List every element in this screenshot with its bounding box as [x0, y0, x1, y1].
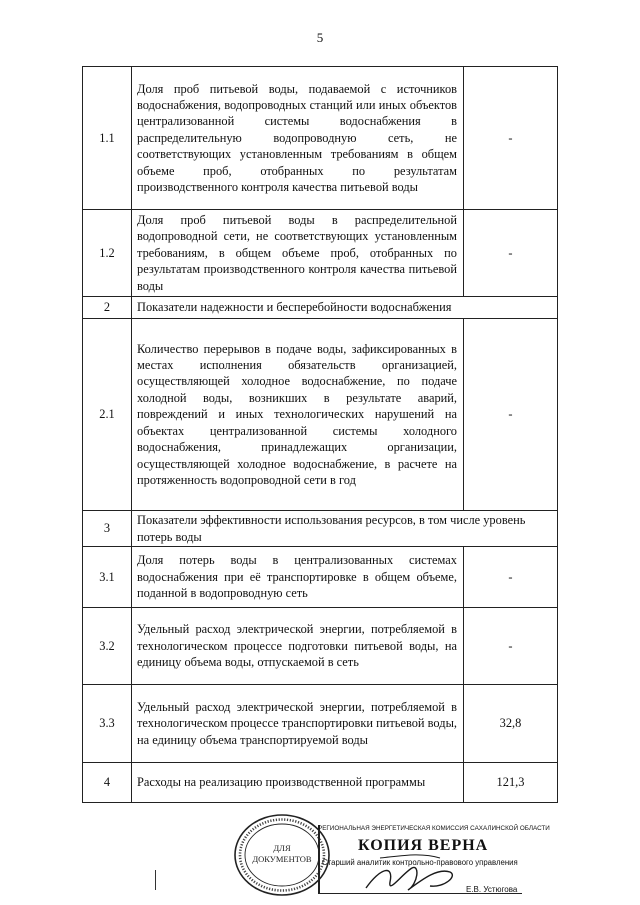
section-heading: Показатели эффективности использования ресурсов, в том числе уровень потерь воды [132, 511, 558, 547]
row-text: Удельный расход электрической энергии, потребляемой в технологическом процессе транспортировки питьевой воды, на единицу объема транспортируемой воды [132, 685, 464, 763]
table-row [83, 763, 558, 803]
table-row [83, 67, 558, 210]
row-value: - [464, 67, 558, 210]
row-text: Доля проб питьевой воды, подаваемой с источников водоснабжения, водопроводных станций или иных объектов централизованной системы водоснабжения в распределительную водопроводную сеть, не соответствующих установленным требованиям в общем объеме проб, отобранных по результатам производственного контроля качества питьевой воды [132, 67, 464, 210]
row-number: 2.1 [83, 319, 132, 511]
page-number: 5 [316, 30, 324, 45]
row-value: - [464, 547, 558, 608]
row-value: - [464, 210, 558, 297]
row-number: 2 [83, 297, 132, 319]
section-heading: Показатели надежности и бесперебойности водоснабжения [132, 297, 558, 319]
row-value: 121,3 [464, 763, 558, 803]
table-row [83, 547, 558, 608]
row-value: - [464, 608, 558, 685]
table-row [83, 297, 558, 319]
row-number: 1.2 [83, 210, 132, 297]
row-number: 4 [83, 763, 132, 803]
stamp-header: РЕГИОНАЛЬНАЯ ЭНЕРГЕТИЧЕСКАЯ КОМИССИЯ САХАЛИНСКОЙ ОБЛАСТИ [318, 825, 550, 832]
svg-text:ДЛЯ: ДЛЯ [273, 843, 291, 853]
row-text: Расходы на реализацию производственной программы [132, 763, 464, 803]
row-number: 3 [83, 511, 132, 547]
row-value: - [464, 319, 558, 511]
table-row [83, 608, 558, 685]
table-row [83, 511, 558, 547]
stamp-subtitle: Старший аналитик контрольно-правового управления [322, 858, 518, 867]
row-text: Количество перерывов в подаче воды, зафиксированных в местах исполнения обязательств организацией, осуществляющей холодное водоснабжение, по подаче холодной воды, возникших в результате аварий, повреждений и иных технологических нарушений на объектах централизованной системы холодного водоснабжения, принадлежащих организации, осуществляющей холодное водоснабжение, в расчете на протяженность водопроводной сети в год [132, 319, 464, 511]
row-text: Доля потерь воды в централизованных системах водоснабжения при её транспортировке в общем объеме, поданной в водопроводную сеть [132, 547, 464, 608]
table-row [83, 210, 558, 297]
table-row [83, 319, 558, 511]
row-number: 1.1 [83, 67, 132, 210]
margin-mark [155, 870, 156, 890]
indicators-table [82, 66, 558, 803]
row-number: 3.1 [83, 547, 132, 608]
handwritten-signature [360, 838, 470, 902]
stamp-signer: Е.В. Устюгова [466, 885, 518, 894]
row-text: Доля проб питьевой воды в распределительной водопроводной сети, не соответствующих установленным требованиям, в общем объеме проб, отобранных по результатам производственного контроля качества питьевой воды [132, 210, 464, 297]
round-seal [232, 813, 332, 897]
table-row [83, 685, 558, 763]
row-text: Удельный расход электрической энергии, потребляемой в технологическом процессе подготовки питьевой воды, на единицу объема воды, отпускаемой в сеть [132, 608, 464, 685]
row-number: 3.2 [83, 608, 132, 685]
stamp-title: КОПИЯ ВЕРНА [358, 837, 489, 854]
svg-text:ДОКУМЕНТОВ: ДОКУМЕНТОВ [252, 854, 312, 864]
row-number: 3.3 [83, 685, 132, 763]
row-value: 32,8 [464, 685, 558, 763]
